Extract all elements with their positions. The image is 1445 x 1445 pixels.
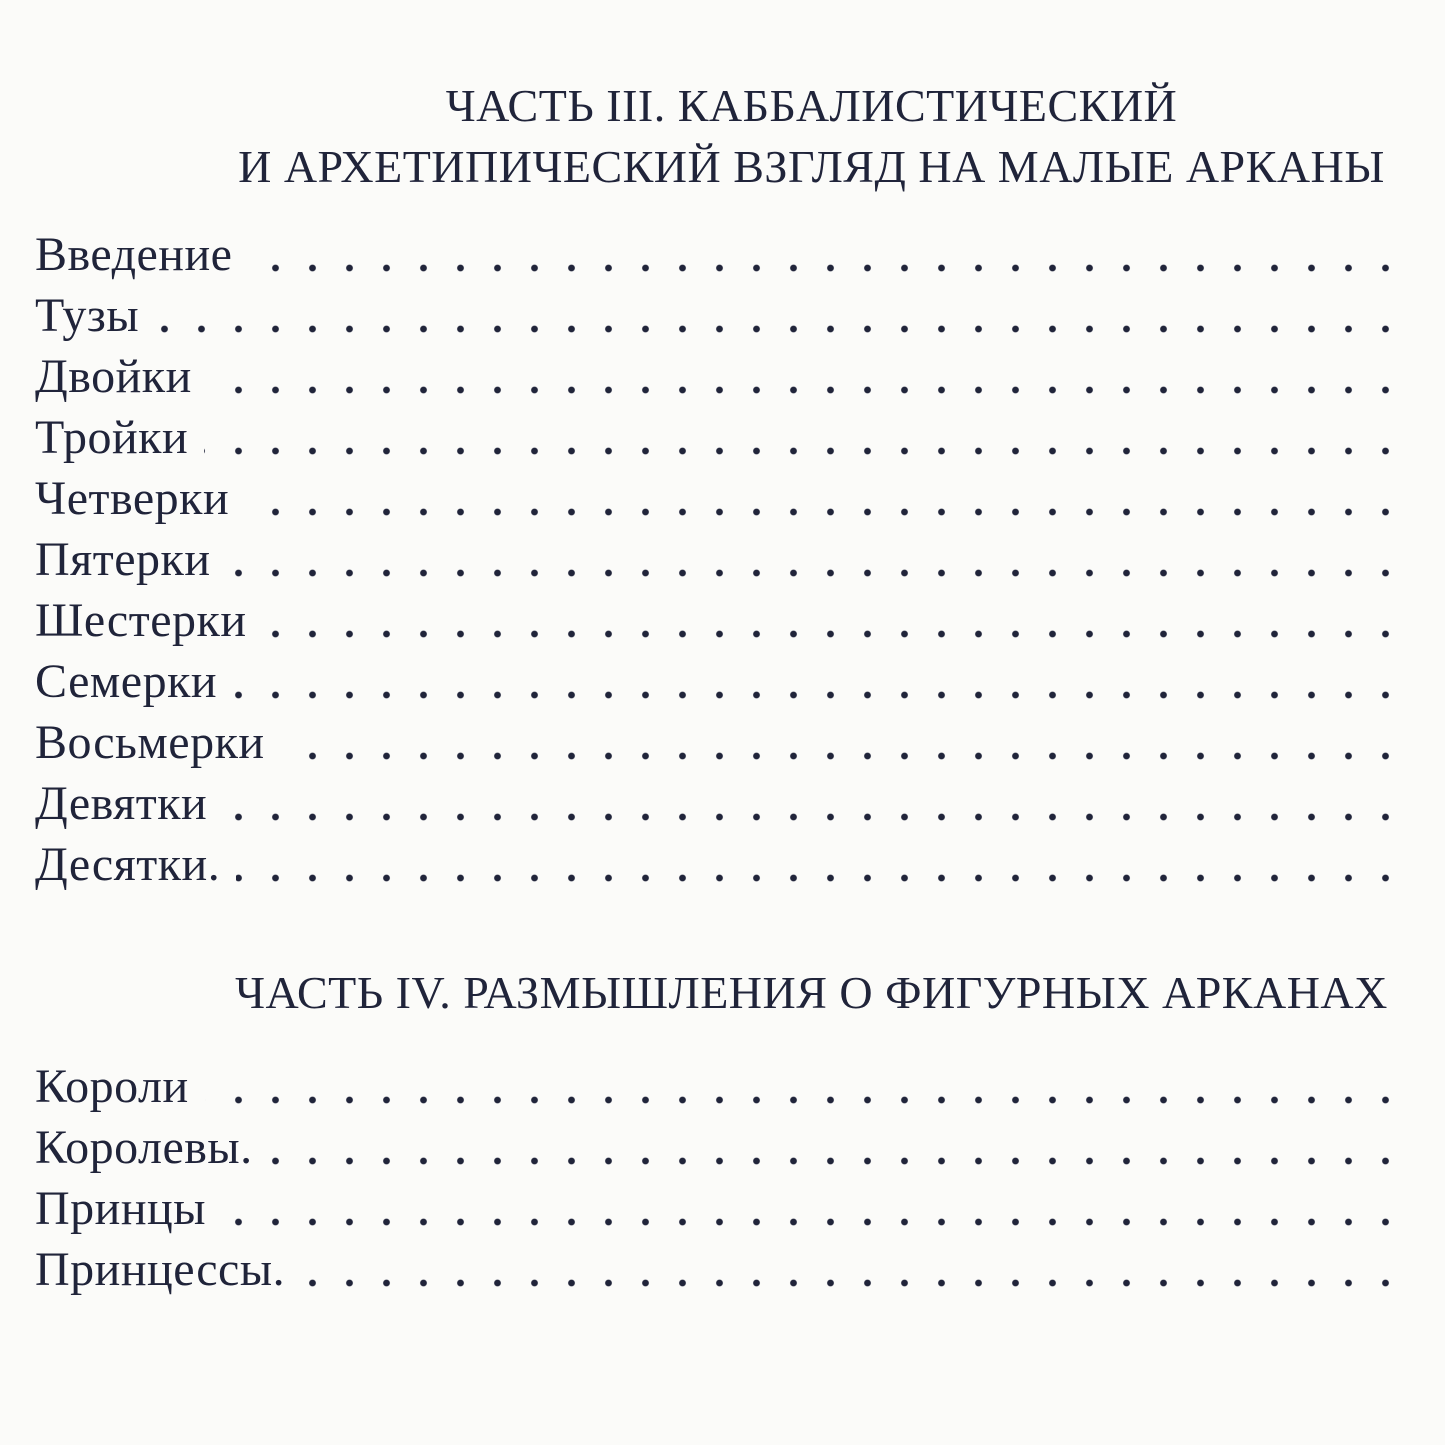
toc-entry [35, 712, 1400, 773]
toc-entry [35, 834, 1400, 895]
dot-leader [223, 773, 1400, 834]
toc-entry [35, 1117, 1400, 1178]
toc-entry-label: Принцы [35, 1178, 222, 1239]
toc-list [35, 224, 1400, 895]
toc-entry [35, 590, 1400, 651]
toc-entry-label: Тройки [35, 407, 204, 468]
section-title [0, 962, 1445, 1023]
toc-entry-label: Семерки [35, 651, 233, 712]
toc-entry [35, 1056, 1400, 1117]
toc-entry [35, 1178, 1400, 1239]
toc-entry [35, 407, 1400, 468]
dot-leader [222, 1178, 1400, 1239]
toc-section [0, 962, 1445, 1300]
toc-entry [35, 529, 1400, 590]
toc-entry-label: Девятки [35, 773, 223, 834]
toc-entry-label: Тузы [35, 285, 155, 346]
toc-entry-label: Принцессы. [35, 1239, 301, 1300]
toc-entry-label: Короли [35, 1056, 205, 1117]
toc-entry-label: Двойки [35, 346, 208, 407]
dot-leader [245, 468, 1400, 529]
toc-entry-label: Восьмерки [35, 712, 281, 773]
dot-leader [263, 590, 1400, 651]
dot-leader [233, 651, 1400, 712]
dot-leader [301, 1239, 1400, 1300]
toc-section [0, 75, 1445, 895]
toc-entry [35, 468, 1400, 529]
toc-list [35, 1056, 1400, 1300]
toc-entry-label: Шестерки [35, 590, 263, 651]
toc-entry [35, 346, 1400, 407]
dot-leader [155, 285, 1400, 346]
dot-leader [208, 346, 1400, 407]
toc-entry [35, 285, 1400, 346]
section-title [0, 75, 1445, 197]
dot-leader [204, 407, 1400, 468]
toc-sections [0, 75, 1445, 1300]
dot-leader [236, 834, 1400, 895]
dot-leader [248, 224, 1400, 285]
section-title-line: И АРХЕТИПИЧЕСКИЙ ВЗГЛЯД НА МАЛЫЕ АРКАНЫ [238, 141, 1385, 192]
toc-entry-label: Пятерки [35, 529, 227, 590]
toc-entry [35, 773, 1400, 834]
dot-leader [205, 1056, 1400, 1117]
section-title-line: ЧАСТЬ III. КАББАЛИСТИЧЕСКИЙ [445, 80, 1178, 131]
toc-entry-label: Десятки. [35, 834, 236, 895]
toc-entry [35, 651, 1400, 712]
toc-entry-label: Введение [35, 224, 248, 285]
dot-leader [227, 529, 1400, 590]
toc-entry [35, 1239, 1400, 1300]
section-title-line: ЧАСТЬ IV. РАЗМЫШЛЕНИЯ О ФИГУРНЫХ АРКАНАХ [235, 967, 1388, 1018]
toc-entry [35, 224, 1400, 285]
dot-leader [269, 1117, 1400, 1178]
dot-leader [281, 712, 1400, 773]
toc-entry-label: Королевы. [35, 1117, 269, 1178]
toc-entry-label: Четверки [35, 468, 245, 529]
